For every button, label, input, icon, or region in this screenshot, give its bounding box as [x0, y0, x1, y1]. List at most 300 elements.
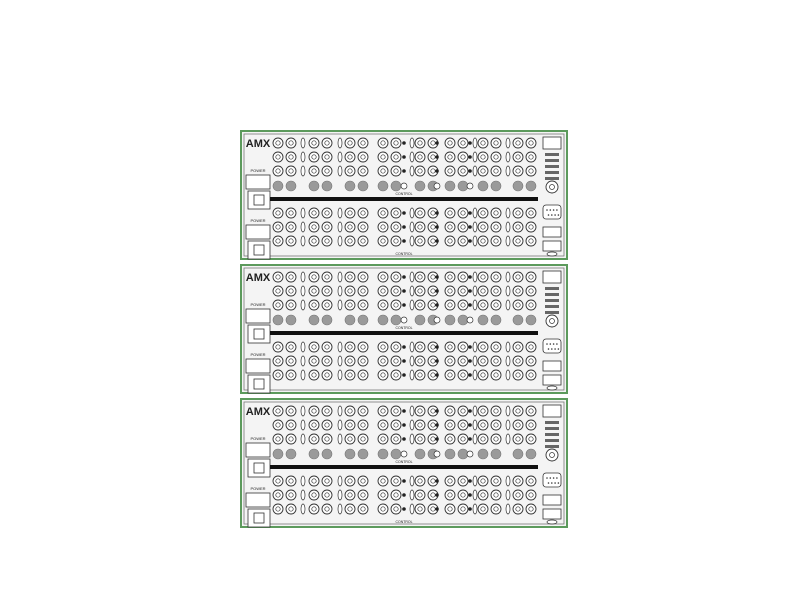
- slot-marker: [473, 300, 477, 310]
- bnc-connector: [358, 166, 368, 176]
- bnc-connector: [491, 272, 501, 282]
- bnc-connector: [358, 236, 368, 246]
- serial-pin: [556, 477, 558, 479]
- bnc-connector: [415, 356, 425, 366]
- bnc-connector: [478, 286, 488, 296]
- bnc-connector: [391, 236, 401, 246]
- serial-pin: [548, 348, 550, 350]
- indicator-dot: [402, 289, 406, 293]
- bnc-connector: [322, 166, 332, 176]
- power-switch: [246, 225, 270, 239]
- bnc-connector: [491, 490, 501, 500]
- bnc-connector: [378, 420, 388, 430]
- indicator-dot: [402, 303, 406, 307]
- bnc-connector: [378, 356, 388, 366]
- bnc-connector: [286, 406, 296, 416]
- serial-pin: [556, 209, 558, 211]
- bnc-connector: [309, 490, 319, 500]
- dip-switch: [545, 427, 559, 430]
- slot-marker: [301, 434, 305, 444]
- bnc-connector: [309, 272, 319, 282]
- slot-marker: [338, 236, 342, 246]
- chassis-2: [241, 265, 567, 393]
- slot-marker: [301, 342, 305, 352]
- indicator-dot: [468, 437, 472, 441]
- serial-pin: [556, 343, 558, 345]
- indicator-dot: [402, 169, 406, 173]
- bnc-connector: [526, 300, 536, 310]
- power-inlet: [248, 509, 270, 527]
- indicator-dot: [435, 225, 439, 229]
- bnc-connector: [415, 300, 425, 310]
- slot-marker: [338, 504, 342, 514]
- mount-slot: [547, 520, 557, 524]
- slot-marker: [338, 476, 342, 486]
- bnc-connector: [458, 356, 468, 366]
- status-led: [286, 449, 296, 459]
- chassis-1: [241, 131, 567, 259]
- slot-marker: [473, 420, 477, 430]
- bnc-connector: [526, 504, 536, 514]
- slot-marker: [410, 420, 414, 430]
- power-label: POWER: [250, 168, 266, 173]
- bnc-connector: [345, 236, 355, 246]
- dip-switch: [545, 421, 559, 424]
- status-led: [513, 315, 523, 325]
- bnc-connector: [378, 152, 388, 162]
- status-led: [345, 315, 355, 325]
- bnc-connector: [345, 138, 355, 148]
- bnc-connector: [309, 222, 319, 232]
- slot-marker: [338, 208, 342, 218]
- bnc-connector: [391, 272, 401, 282]
- status-led: [273, 449, 283, 459]
- bnc-connector: [391, 138, 401, 148]
- status-led: [358, 181, 368, 191]
- serial-pin: [550, 209, 552, 211]
- bnc-connector: [445, 370, 455, 380]
- power-inlet: [248, 241, 270, 259]
- top-caption: CONTROL: [395, 326, 413, 330]
- slot-marker: [301, 272, 305, 282]
- bnc-connector: [513, 208, 523, 218]
- power-switch: [246, 443, 270, 457]
- slot-marker: [301, 300, 305, 310]
- bnc-connector: [309, 286, 319, 296]
- indicator-dot: [435, 423, 439, 427]
- link-port: [543, 361, 561, 371]
- bnc-connector: [286, 208, 296, 218]
- status-led: [478, 315, 488, 325]
- bnc-connector: [415, 342, 425, 352]
- bnc-connector: [445, 300, 455, 310]
- bnc-connector: [458, 476, 468, 486]
- bnc-connector: [513, 406, 523, 416]
- bnc-connector: [273, 504, 283, 514]
- indicator-dot: [402, 275, 406, 279]
- status-ring: [401, 183, 407, 189]
- bnc-connector: [445, 286, 455, 296]
- bnc-connector: [478, 490, 488, 500]
- slot-marker: [301, 356, 305, 366]
- bnc-connector: [458, 420, 468, 430]
- serial-pin: [551, 214, 553, 216]
- status-led: [378, 181, 388, 191]
- serial-pin: [546, 477, 548, 479]
- bottom-caption: CONTROL: [395, 252, 413, 256]
- bnc-connector: [273, 370, 283, 380]
- slot-marker: [410, 356, 414, 366]
- bnc-connector: [478, 434, 488, 444]
- indicator-dot: [435, 479, 439, 483]
- power-switch: [246, 359, 270, 373]
- bnc-connector: [513, 152, 523, 162]
- status-led: [445, 449, 455, 459]
- bnc-connector: [491, 476, 501, 486]
- bnc-connector: [391, 370, 401, 380]
- status-led: [526, 315, 536, 325]
- status-led: [526, 449, 536, 459]
- indicator-dot: [435, 359, 439, 363]
- bnc-connector: [458, 236, 468, 246]
- bnc-connector: [491, 342, 501, 352]
- bnc-connector: [391, 406, 401, 416]
- status-led: [358, 315, 368, 325]
- status-led: [286, 181, 296, 191]
- bnc-connector: [286, 286, 296, 296]
- link-port: [543, 241, 561, 251]
- indicator-dot: [468, 155, 472, 159]
- bnc-connector: [458, 272, 468, 282]
- link-port: [543, 495, 561, 505]
- bnc-connector: [273, 166, 283, 176]
- bnc-connector: [309, 434, 319, 444]
- bnc-connector: [378, 504, 388, 514]
- slot-marker: [301, 420, 305, 430]
- status-led: [378, 315, 388, 325]
- bnc-connector: [358, 152, 368, 162]
- slot-marker: [473, 476, 477, 486]
- slot-marker: [506, 236, 510, 246]
- bnc-connector: [513, 272, 523, 282]
- bnc-connector: [513, 222, 523, 232]
- status-led: [445, 315, 455, 325]
- serial-pin: [550, 343, 552, 345]
- bnc-connector: [378, 434, 388, 444]
- indicator-dot: [468, 345, 472, 349]
- bnc-connector: [309, 370, 319, 380]
- bnc-connector: [491, 208, 501, 218]
- bnc-connector: [458, 138, 468, 148]
- serial-pin: [551, 482, 553, 484]
- status-led: [415, 181, 425, 191]
- bnc-connector: [445, 476, 455, 486]
- bnc-connector: [526, 222, 536, 232]
- bnc-connector: [322, 236, 332, 246]
- bnc-connector: [273, 208, 283, 218]
- bnc-connector: [478, 504, 488, 514]
- bnc-connector: [273, 406, 283, 416]
- bnc-connector: [322, 208, 332, 218]
- bnc-connector: [378, 342, 388, 352]
- link-port: [543, 375, 561, 385]
- link-port: [543, 509, 561, 519]
- dip-switch: [545, 445, 559, 448]
- slot-marker: [301, 406, 305, 416]
- slot-marker: [338, 286, 342, 296]
- bnc-connector: [286, 476, 296, 486]
- bnc-connector: [358, 222, 368, 232]
- status-ring: [434, 183, 440, 189]
- slot-marker: [506, 286, 510, 296]
- bnc-connector: [491, 406, 501, 416]
- slot-marker: [410, 406, 414, 416]
- slot-marker: [338, 222, 342, 232]
- sync-connector: [546, 315, 558, 327]
- status-led: [345, 449, 355, 459]
- bnc-connector: [391, 286, 401, 296]
- bnc-connector: [478, 370, 488, 380]
- bnc-connector: [345, 300, 355, 310]
- bnc-connector: [358, 356, 368, 366]
- indicator-dot: [402, 155, 406, 159]
- bnc-connector: [445, 272, 455, 282]
- dip-switch: [545, 293, 559, 296]
- slot-marker: [473, 166, 477, 176]
- indicator-dot: [402, 225, 406, 229]
- power-label: POWER: [250, 436, 266, 441]
- bnc-connector: [491, 420, 501, 430]
- bnc-connector: [458, 166, 468, 176]
- status-ring: [467, 317, 473, 323]
- slot-marker: [506, 300, 510, 310]
- bnc-connector: [309, 406, 319, 416]
- indicator-dot: [435, 345, 439, 349]
- bnc-connector: [345, 370, 355, 380]
- bnc-connector: [526, 476, 536, 486]
- bnc-connector: [345, 208, 355, 218]
- io-divider-bar: [270, 197, 538, 201]
- slot-marker: [410, 138, 414, 148]
- bnc-connector: [322, 222, 332, 232]
- serial-pin: [550, 477, 552, 479]
- bnc-connector: [345, 222, 355, 232]
- bnc-connector: [458, 152, 468, 162]
- power-inlet: [248, 459, 270, 477]
- slot-marker: [338, 356, 342, 366]
- bnc-connector: [273, 286, 283, 296]
- bnc-connector: [415, 166, 425, 176]
- bnc-connector: [513, 420, 523, 430]
- status-led: [286, 315, 296, 325]
- bnc-connector: [478, 236, 488, 246]
- slot-marker: [473, 272, 477, 282]
- bnc-connector: [286, 152, 296, 162]
- bnc-connector: [478, 342, 488, 352]
- slot-marker: [410, 236, 414, 246]
- indicator-dot: [435, 303, 439, 307]
- bnc-connector: [273, 342, 283, 352]
- bnc-connector: [345, 342, 355, 352]
- bnc-connector: [415, 152, 425, 162]
- bnc-connector: [345, 476, 355, 486]
- bnc-connector: [458, 504, 468, 514]
- amx-logo: AMX: [245, 138, 271, 150]
- power-inlet: [248, 191, 270, 209]
- bnc-connector: [415, 406, 425, 416]
- bnc-connector: [445, 504, 455, 514]
- bnc-connector: [378, 300, 388, 310]
- bnc-connector: [491, 166, 501, 176]
- bnc-connector: [491, 222, 501, 232]
- bnc-connector: [491, 236, 501, 246]
- slot-marker: [301, 236, 305, 246]
- slot-marker: [506, 434, 510, 444]
- status-led: [491, 449, 501, 459]
- bnc-connector: [513, 504, 523, 514]
- bnc-connector: [513, 300, 523, 310]
- bnc-connector: [445, 356, 455, 366]
- bnc-connector: [378, 272, 388, 282]
- power-label: POWER: [250, 302, 266, 307]
- slot-marker: [301, 152, 305, 162]
- bnc-connector: [309, 356, 319, 366]
- indicator-dot: [435, 239, 439, 243]
- slot-marker: [410, 286, 414, 296]
- slot-marker: [506, 222, 510, 232]
- status-led: [458, 315, 468, 325]
- bnc-connector: [526, 166, 536, 176]
- status-led: [526, 181, 536, 191]
- slot-marker: [473, 490, 477, 500]
- bnc-connector: [526, 208, 536, 218]
- bnc-connector: [458, 300, 468, 310]
- bnc-connector: [415, 490, 425, 500]
- bnc-connector: [491, 152, 501, 162]
- amx-logo: AMX: [245, 406, 271, 418]
- status-ring: [467, 183, 473, 189]
- slot-marker: [506, 272, 510, 282]
- serial-pin: [553, 209, 555, 211]
- top-caption: CONTROL: [395, 460, 413, 464]
- indicator-dot: [435, 275, 439, 279]
- indicator-dot: [468, 303, 472, 307]
- bnc-connector: [445, 490, 455, 500]
- status-led: [513, 181, 523, 191]
- bnc-connector: [478, 356, 488, 366]
- bnc-connector: [391, 208, 401, 218]
- bnc-connector: [526, 356, 536, 366]
- bnc-connector: [445, 166, 455, 176]
- bnc-connector: [273, 236, 283, 246]
- bnc-connector: [478, 300, 488, 310]
- bnc-connector: [415, 286, 425, 296]
- dip-switch: [545, 171, 559, 174]
- power-label: POWER: [250, 352, 266, 357]
- status-led: [458, 449, 468, 459]
- bnc-connector: [415, 370, 425, 380]
- indicator-dot: [468, 479, 472, 483]
- bnc-connector: [358, 406, 368, 416]
- status-led: [309, 181, 319, 191]
- bnc-connector: [478, 476, 488, 486]
- bnc-connector: [445, 420, 455, 430]
- indicator-dot: [468, 409, 472, 413]
- bnc-connector: [378, 222, 388, 232]
- serial-pin: [558, 348, 560, 350]
- bnc-connector: [322, 504, 332, 514]
- bnc-connector: [378, 208, 388, 218]
- indicator-dot: [435, 211, 439, 215]
- bnc-connector: [391, 420, 401, 430]
- bnc-connector: [322, 434, 332, 444]
- bnc-connector: [322, 152, 332, 162]
- power-inlet: [248, 325, 270, 343]
- bnc-connector: [513, 166, 523, 176]
- slot-marker: [338, 152, 342, 162]
- bnc-connector: [358, 420, 368, 430]
- bnc-connector: [526, 370, 536, 380]
- serial-pin: [553, 477, 555, 479]
- bnc-connector: [286, 300, 296, 310]
- bnc-connector: [322, 300, 332, 310]
- bnc-connector: [458, 286, 468, 296]
- slot-marker: [506, 490, 510, 500]
- bnc-connector: [322, 476, 332, 486]
- bnc-connector: [445, 236, 455, 246]
- amx-logo: AMX: [245, 272, 271, 284]
- bnc-connector: [526, 236, 536, 246]
- bnc-connector: [358, 476, 368, 486]
- slot-marker: [473, 236, 477, 246]
- bnc-connector: [491, 370, 501, 380]
- status-led: [415, 315, 425, 325]
- bnc-connector: [309, 208, 319, 218]
- link-port: [543, 227, 561, 237]
- slot-marker: [301, 286, 305, 296]
- bnc-connector: [322, 286, 332, 296]
- slot-marker: [301, 476, 305, 486]
- bnc-connector: [309, 420, 319, 430]
- serial-pin: [551, 348, 553, 350]
- bnc-connector: [286, 434, 296, 444]
- bnc-connector: [526, 152, 536, 162]
- bnc-connector: [378, 236, 388, 246]
- status-led: [478, 181, 488, 191]
- status-led: [273, 315, 283, 325]
- bnc-connector: [513, 236, 523, 246]
- bnc-connector: [526, 342, 536, 352]
- ethernet-port: [543, 271, 561, 283]
- slot-marker: [301, 370, 305, 380]
- bnc-connector: [378, 138, 388, 148]
- indicator-dot: [402, 373, 406, 377]
- slot-marker: [506, 208, 510, 218]
- bnc-connector: [309, 476, 319, 486]
- indicator-dot: [435, 141, 439, 145]
- bnc-connector: [358, 138, 368, 148]
- status-led: [513, 449, 523, 459]
- slot-marker: [506, 356, 510, 366]
- bnc-connector: [415, 434, 425, 444]
- bnc-connector: [513, 342, 523, 352]
- slot-marker: [473, 370, 477, 380]
- status-led: [309, 315, 319, 325]
- slot-marker: [473, 152, 477, 162]
- status-led: [391, 449, 401, 459]
- bnc-connector: [391, 504, 401, 514]
- slot-marker: [410, 342, 414, 352]
